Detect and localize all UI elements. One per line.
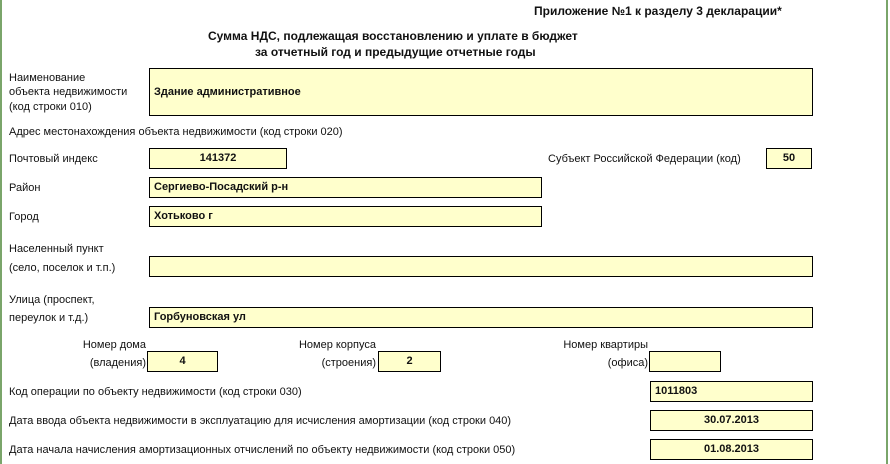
postal-code-label: Почтовый индекс xyxy=(9,153,98,165)
appendix-title: Приложение №1 к разделу 3 декларации* xyxy=(534,4,782,18)
street-label-1: Улица (проспект, xyxy=(9,294,95,306)
commissioning-date-field[interactable]: 30.07.2013 xyxy=(650,410,813,431)
right-border xyxy=(886,0,888,464)
street-field[interactable]: Горбуновская ул xyxy=(149,307,813,328)
apartment-label-1: Номер квартиры xyxy=(563,339,648,351)
apartment-label-2: (офиса) xyxy=(607,357,648,369)
district-label: Район xyxy=(9,182,41,194)
locality-label-2: (село, поселок и т.п.) xyxy=(9,262,116,274)
city-label: Город xyxy=(9,211,39,223)
locality-field[interactable] xyxy=(149,256,813,277)
form-title-line1: Сумма НДС, подлежащая восстановлению и уплате в бюджет xyxy=(208,29,578,43)
building-number-field[interactable]: 2 xyxy=(378,351,441,372)
street-label-2: переулок и т.д.) xyxy=(9,312,89,324)
region-code-field[interactable]: 50 xyxy=(766,148,812,169)
locality-label-1: Населенный пункт xyxy=(9,243,104,255)
property-name-field[interactable]: Здание административное xyxy=(149,68,813,116)
apartment-number-field[interactable] xyxy=(649,351,721,372)
property-name-label-3: (код строки 010) xyxy=(9,101,92,113)
property-name-label-1: Наименование xyxy=(9,72,86,84)
property-name-label-2: объекта недвижимости xyxy=(9,86,128,98)
building-label-1: Номер корпуса xyxy=(298,339,376,351)
city-field[interactable]: Хотьково г xyxy=(149,206,542,227)
house-number-field[interactable]: 4 xyxy=(147,351,218,372)
house-label-1: Номер дома xyxy=(82,339,146,351)
region-code-label: Субъект Российской Федерации (код) xyxy=(548,153,741,165)
form-title-line2: за отчетный год и предыдущие отчетные годы xyxy=(255,45,536,59)
commissioning-date-label: Дата ввода объекта недвижимости в эксплуатацию для исчисления амортизации (код строки 040) xyxy=(9,415,512,427)
operation-code-label: Код операции по объекту недвижимости (код строки 030) xyxy=(9,386,302,398)
building-label-2: (строения) xyxy=(321,357,376,369)
operation-code-field[interactable]: 1011803 xyxy=(650,381,813,402)
amortization-start-field[interactable]: 01.08.2013 xyxy=(650,439,813,460)
amortization-start-label: Дата начала начисления амортизационных отчислений по объекту недвижимости (код строки 050) xyxy=(9,444,516,456)
district-field[interactable]: Сергиево-Посадский р-н xyxy=(149,177,542,198)
house-label-2: (владения) xyxy=(89,357,146,369)
postal-code-field[interactable]: 141372 xyxy=(149,148,287,169)
left-border xyxy=(0,0,2,464)
address-label: Адрес местонахождения объекта недвижимости (код строки 020) xyxy=(9,126,343,138)
